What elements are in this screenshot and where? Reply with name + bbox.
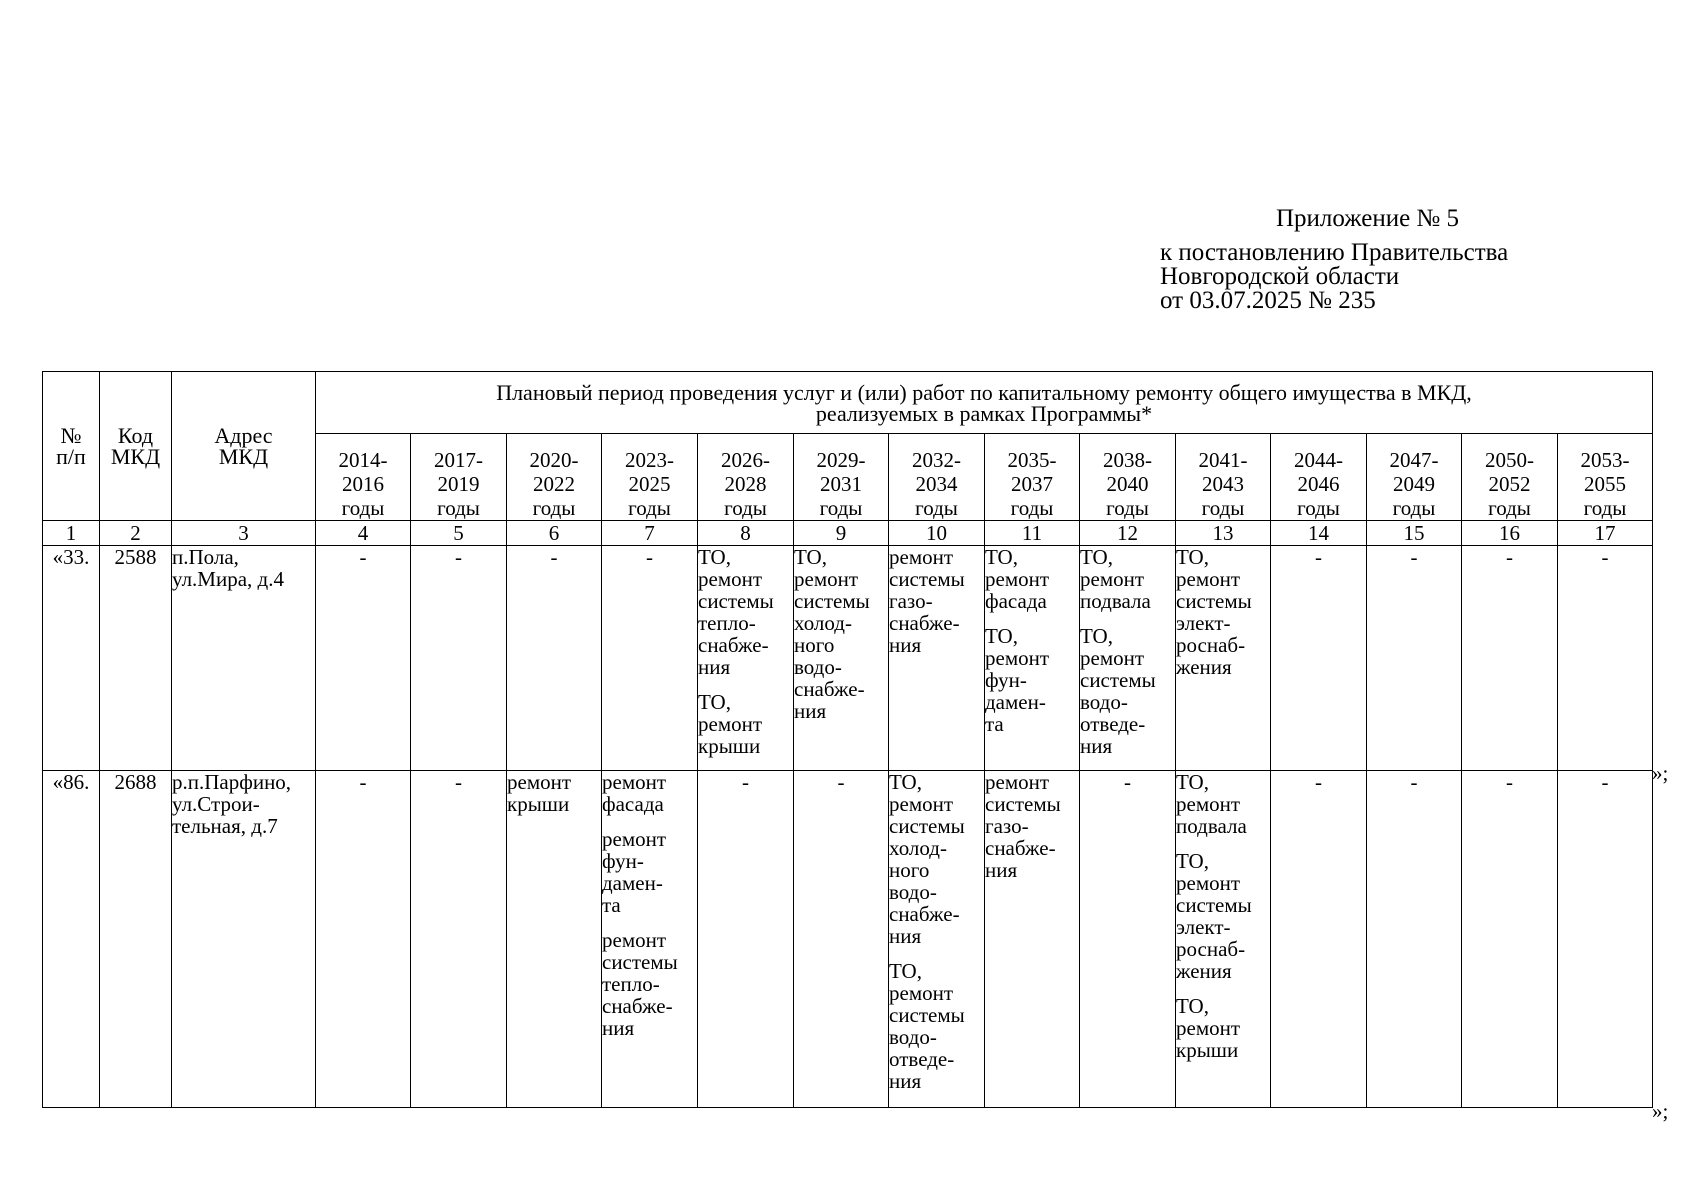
work-entry: ТО, ремонт системы холод- ного водо- снабже- ния bbox=[889, 770, 965, 948]
year-header bbox=[889, 434, 985, 521]
column-number: 5 bbox=[411, 521, 507, 546]
period-cell bbox=[1367, 546, 1462, 771]
year-header bbox=[316, 434, 411, 521]
work-entry: ТО, ремонт подвала bbox=[1080, 545, 1151, 613]
period-cell bbox=[794, 546, 889, 771]
year-header-text: 2026- 2028 годы bbox=[721, 448, 770, 520]
year-header-text: 2041- 2043 годы bbox=[1198, 448, 1248, 520]
year-header-text: 2047- 2049 годы bbox=[1389, 448, 1439, 520]
year-header-text: 2038- 2040 годы bbox=[1103, 448, 1152, 520]
work-entry: - bbox=[1601, 770, 1609, 794]
column-number: 3 bbox=[172, 521, 316, 546]
work-entry: - bbox=[837, 770, 845, 794]
header-code bbox=[100, 372, 172, 521]
column-number: 9 bbox=[794, 521, 889, 546]
column-number: 8 bbox=[698, 521, 794, 546]
year-header-text: 2035- 2037 годы bbox=[1007, 448, 1057, 520]
work-entry: ТО, ремонт фун- дамен- та bbox=[985, 624, 1050, 736]
column-number: 16 bbox=[1462, 521, 1558, 546]
work-entry: - bbox=[455, 545, 462, 569]
column-number-row bbox=[43, 521, 1653, 546]
work-entry: ТО, ремонт системы элект- роснаб- жения bbox=[1176, 545, 1252, 679]
appendix-header bbox=[1160, 207, 1680, 313]
year-header bbox=[1367, 434, 1462, 521]
period-cell bbox=[316, 771, 411, 1108]
period-cell bbox=[507, 771, 602, 1108]
period-cell bbox=[1462, 546, 1558, 771]
period-cell bbox=[698, 546, 794, 771]
work-entry: - bbox=[1506, 770, 1513, 794]
period-cell bbox=[698, 771, 794, 1108]
work-entry: - bbox=[455, 770, 462, 794]
period-cell bbox=[316, 546, 411, 771]
header-num bbox=[43, 372, 100, 521]
row-address: п.Пола, ул.Мира, д.4 bbox=[172, 546, 316, 771]
appendix-line: к постановлению Правительства bbox=[1160, 239, 1509, 266]
work-entry: ремонт крыши bbox=[507, 770, 572, 816]
work-entry: - bbox=[1124, 770, 1131, 794]
work-entry: ТО, ремонт системы водо- отведе- ния bbox=[889, 959, 965, 1093]
column-number: 10 bbox=[889, 521, 985, 546]
work-entry: ТО, ремонт крыши bbox=[1176, 994, 1241, 1062]
work-entry: - bbox=[1506, 545, 1513, 569]
work-entry: - bbox=[1315, 545, 1322, 569]
column-number: 15 bbox=[1367, 521, 1462, 546]
row-address: р.п.Парфино, ул.Строи- тельная, д.7 bbox=[172, 771, 316, 1108]
period-cell bbox=[602, 546, 698, 771]
column-number: 2 bbox=[100, 521, 172, 546]
period-cell bbox=[889, 546, 985, 771]
period-cell bbox=[1176, 771, 1271, 1108]
year-header bbox=[1271, 434, 1367, 521]
work-entry: ТО, ремонт фасада bbox=[985, 545, 1050, 613]
year-header bbox=[698, 434, 794, 521]
year-header bbox=[1558, 434, 1653, 521]
work-entry: ТО, ремонт системы элект- роснаб- жения bbox=[1176, 849, 1252, 983]
column-number: 14 bbox=[1271, 521, 1367, 546]
work-entry: - bbox=[359, 770, 367, 794]
year-header-text: 2020- 2022 годы bbox=[529, 448, 579, 520]
period-cell bbox=[1367, 771, 1462, 1108]
year-header bbox=[602, 434, 698, 521]
column-number: 12 bbox=[1080, 521, 1176, 546]
period-cell bbox=[1462, 771, 1558, 1108]
work-entry: ТО, ремонт системы холод- ного водо- снабже- ния bbox=[794, 545, 870, 723]
work-entry: - bbox=[1315, 770, 1322, 794]
work-entry: ремонт системы газо- снабже- ния bbox=[985, 770, 1061, 882]
row-code: 2588 bbox=[100, 546, 172, 771]
period-cell bbox=[889, 771, 985, 1108]
year-header-text: 2050- 2052 годы bbox=[1485, 448, 1534, 520]
period-cell bbox=[1558, 771, 1653, 1108]
column-number: 6 bbox=[507, 521, 602, 546]
year-header-text: 2017- 2019 годы bbox=[434, 448, 483, 520]
work-entry: - bbox=[1410, 770, 1418, 794]
row-closing-quote: »; bbox=[1652, 1099, 1669, 1123]
row-number: «86. bbox=[43, 771, 100, 1108]
year-header-text: 2029- 2031 годы bbox=[816, 448, 866, 520]
period-cell bbox=[1080, 546, 1176, 771]
year-header-text: 2014- 2016 годы bbox=[338, 448, 388, 520]
period-cell bbox=[794, 771, 889, 1108]
header-period-title-text: Плановый период проведения услуг и (или) работ по капитальному ремонту общего имущества в МКД, реализуемых в рамках Программы* bbox=[496, 379, 1472, 426]
year-header-text: 2032- 2034 годы bbox=[912, 448, 961, 520]
year-header-text: 2044- 2046 годы bbox=[1294, 448, 1343, 520]
period-cell bbox=[1558, 546, 1653, 771]
period-cell bbox=[602, 771, 698, 1108]
column-number: 7 bbox=[602, 521, 698, 546]
column-number: 1 bbox=[43, 521, 100, 546]
year-header bbox=[1176, 434, 1271, 521]
column-number: 17 bbox=[1558, 521, 1653, 546]
period-cell bbox=[985, 771, 1080, 1108]
column-number: 13 bbox=[1176, 521, 1271, 546]
work-entry: - bbox=[1410, 545, 1418, 569]
year-header bbox=[985, 434, 1080, 521]
work-entry: ТО, ремонт системы водо- отведе- ния bbox=[1080, 624, 1156, 758]
table-row bbox=[43, 546, 1653, 771]
work-entry: ремонт системы тепло- снабже- ния bbox=[602, 928, 678, 1040]
header-address bbox=[172, 372, 316, 521]
work-entry: - bbox=[550, 545, 558, 569]
work-entry: - bbox=[359, 545, 367, 569]
year-header bbox=[507, 434, 602, 521]
period-cell bbox=[1271, 771, 1367, 1108]
header-num-text: № п/п bbox=[56, 423, 86, 469]
header-address-text: Адрес МКД bbox=[214, 423, 273, 469]
work-entry: ремонт фун- дамен- та bbox=[602, 827, 667, 917]
appendix-title: Приложение № 5 bbox=[1276, 205, 1460, 232]
work-entry: - bbox=[742, 770, 749, 794]
table-row bbox=[43, 771, 1653, 1108]
period-cell bbox=[411, 771, 507, 1108]
year-header bbox=[1080, 434, 1176, 521]
year-header bbox=[411, 434, 507, 521]
header-code-text: Код МКД bbox=[110, 423, 161, 469]
row-number: «33. bbox=[43, 546, 100, 771]
period-cell bbox=[985, 546, 1080, 771]
period-cell bbox=[1176, 546, 1271, 771]
appendix-line: Новгородской области bbox=[1160, 263, 1400, 290]
work-entry: ремонт фасада bbox=[602, 770, 667, 816]
year-header bbox=[1462, 434, 1558, 521]
year-header-text: 2053- 2055 годы bbox=[1580, 448, 1630, 520]
program-table bbox=[42, 371, 1653, 1108]
header-period-title bbox=[316, 372, 1653, 434]
period-cell bbox=[411, 546, 507, 771]
year-header-text: 2023- 2025 годы bbox=[625, 448, 674, 520]
column-number: 4 bbox=[316, 521, 411, 546]
work-entry: ТО, ремонт системы тепло- снабже- ния bbox=[698, 545, 774, 679]
work-entry: - bbox=[646, 545, 653, 569]
work-entry: ТО, ремонт крыши bbox=[698, 690, 763, 758]
work-entry: ремонт системы газо- снабже- ния bbox=[889, 545, 965, 657]
period-cell bbox=[1080, 771, 1176, 1108]
work-entry: - bbox=[1601, 545, 1609, 569]
period-cell bbox=[1271, 546, 1367, 771]
year-header bbox=[794, 434, 889, 521]
row-code: 2688 bbox=[100, 771, 172, 1108]
work-entry: ТО, ремонт подвала bbox=[1176, 770, 1247, 838]
appendix-line: от 03.07.2025 № 235 bbox=[1160, 287, 1376, 314]
row-closing-quote: »; bbox=[1652, 761, 1669, 785]
period-cell bbox=[507, 546, 602, 771]
column-number: 11 bbox=[985, 521, 1080, 546]
